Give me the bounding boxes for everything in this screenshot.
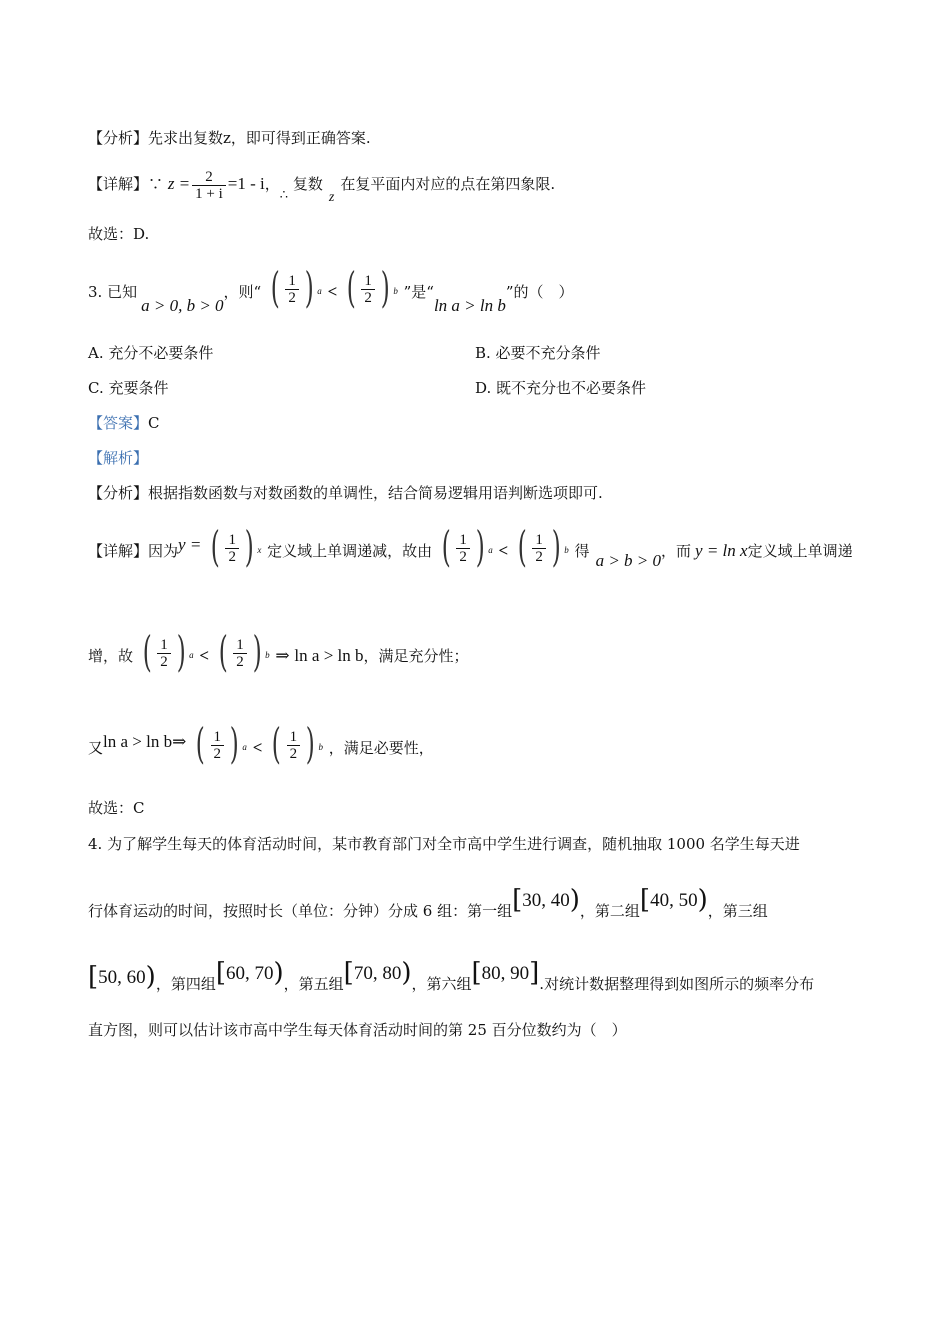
also-text: 又 xyxy=(88,739,104,757)
choose-line-q2: 故选：D. xyxy=(88,225,150,243)
detail-line-q3-2 xyxy=(88,626,469,686)
detail-label: 【详解】 xyxy=(88,175,149,193)
question-4-line-4: 直方图，则可以估计该市高中学生每天体育活动时间的第 25 百分位数约为（ ） xyxy=(88,1021,627,1039)
condition-a-b-positive: a > 0, b > 0 xyxy=(141,296,224,315)
half-power-a: ( $\frac{1}{2}$ ) a xyxy=(441,522,493,571)
necessary-text: ，满足必要性， xyxy=(328,739,434,757)
option-a: A. 充分不必要条件 xyxy=(88,344,214,362)
equals-one-minus-i: =1 - i xyxy=(227,174,265,193)
separator: ， xyxy=(264,175,280,193)
and-text: ，而 xyxy=(661,542,692,560)
z-variable: z xyxy=(328,190,335,205)
analysis-text: 根据指数函数与对数函数的单调性，结合简易逻辑用语判断选项即可. xyxy=(148,484,603,502)
groups-intro: 行体育运动的时间，按照时长（单位：分钟）分成 6 组：第一组 xyxy=(88,902,513,920)
group-4-label: ，第四组 xyxy=(155,975,216,993)
detail-line-q3-1 xyxy=(88,515,853,575)
group-6-label: ，第六组 xyxy=(411,975,472,993)
analysis-text: 先求出复数z，即可得到正确答案. xyxy=(148,129,371,147)
therefore-symbol: ∴ xyxy=(279,188,289,203)
histogram-text: .对统计数据整理得到如图所示的频率分布 xyxy=(539,975,815,993)
less-than: < xyxy=(252,738,263,757)
fraction-denominator: 1 + i xyxy=(192,185,226,202)
a-gt-b-gt-0: a > b > 0 xyxy=(595,551,662,570)
option-b: B. 必要不充分条件 xyxy=(475,344,601,362)
detail-line-q2 xyxy=(88,164,555,204)
half-power-a: ( $\frac{1}{2}$ ) a xyxy=(142,627,194,676)
fraction-2-over-1-plus-i xyxy=(192,169,226,202)
answer-value: C xyxy=(148,414,160,432)
implies-symbol: ⇒ xyxy=(172,732,187,751)
analysis-line-q2 xyxy=(88,128,371,148)
ln-a-gt-ln-b: ln a > ln b xyxy=(103,732,173,751)
question-4-line-1: 4. 为了解学生每天的体育活动时间，某市教育部门对全市高中学生进行调查，随机抽取 1000 名学生每天进 xyxy=(88,835,800,853)
increasing-text: 定义域上单调递 xyxy=(747,542,853,560)
implies-symbol: ⇒ xyxy=(275,646,290,665)
ln-condition: ln a > ln b xyxy=(433,296,506,315)
group-6-interval: [80, 90] xyxy=(471,958,540,988)
is-quote: ”是“ xyxy=(403,283,434,301)
option-c: C. 充要条件 xyxy=(88,379,169,397)
ln-a-gt-ln-b: ln a > ln b xyxy=(294,646,364,665)
z-equals: z = xyxy=(167,174,191,193)
answer-label: 【答案】 xyxy=(88,414,149,432)
analysis-line-q3 xyxy=(88,483,603,503)
group-1-interval: [30, 40) xyxy=(512,885,580,915)
fraction-numerator: 2 xyxy=(205,168,213,185)
group-3-interval: [50, 60) xyxy=(88,962,156,992)
then-quote: ，则“ xyxy=(223,283,262,301)
group-5-label: ，第五组 xyxy=(283,975,344,993)
option-d: D. 既不充分也不必要条件 xyxy=(475,379,647,397)
question-3-prefix: 3. 已知 xyxy=(88,283,138,301)
question-4-line-2 xyxy=(88,880,768,920)
group-4-interval: [60, 70) xyxy=(215,958,284,988)
half-power-b: ( $\frac{1}{2}$ ) b xyxy=(517,522,569,571)
get-text: 得 xyxy=(574,542,590,560)
question-3-end: ”的（ ） xyxy=(505,283,574,301)
question-3 xyxy=(88,262,574,322)
group-2-interval: [40, 50) xyxy=(639,885,708,915)
increasing-cont: 增，故 xyxy=(88,647,134,665)
half-power-b: ( $\frac{1}{2}$ ) b xyxy=(218,627,270,676)
detail-label: 【详解】 xyxy=(88,542,149,560)
group-5-interval: [70, 80) xyxy=(343,958,412,988)
complex-number-text: 复数 xyxy=(292,175,323,193)
decreasing-text: 定义域上单调递减，故由 xyxy=(267,542,433,560)
quadrant-text: 在复平面内对应的点在第四象限. xyxy=(340,175,556,193)
group-2-label: ，第二组 xyxy=(579,902,640,920)
sufficient-text: ，满足充分性； xyxy=(363,647,469,665)
half-power-b: ( $\frac{1}{2}$ ) b xyxy=(271,719,323,768)
y-ln-x: y = ln x xyxy=(695,541,748,560)
y-equals: y = xyxy=(178,535,202,554)
half-power-a: ( $\frac{1}{2}$ ) a xyxy=(270,263,322,312)
analysis-label: 【分析】 xyxy=(88,129,149,147)
half-power-x: ( $\frac{1}{2}$ ) x xyxy=(210,522,262,571)
group-3-label: ，第三组 xyxy=(707,902,768,920)
less-than: < xyxy=(498,541,509,560)
question-4-line-3 xyxy=(88,953,814,993)
because-symbol: ∵ xyxy=(148,175,164,193)
less-than: < xyxy=(327,282,338,301)
half-power-a: ( $\frac{1}{2}$ ) a xyxy=(195,719,247,768)
analysis-label: 【分析】 xyxy=(88,484,149,502)
jiexi-label: 【解析】 xyxy=(88,449,149,467)
less-than: < xyxy=(199,646,210,665)
because-text: 因为 xyxy=(148,542,179,560)
choose-line-q3: 故选：C xyxy=(88,799,145,817)
half-power-b: ( $\frac{1}{2}$ ) b xyxy=(346,263,398,312)
detail-line-q3-3 xyxy=(88,712,434,772)
answer-line xyxy=(88,413,160,433)
